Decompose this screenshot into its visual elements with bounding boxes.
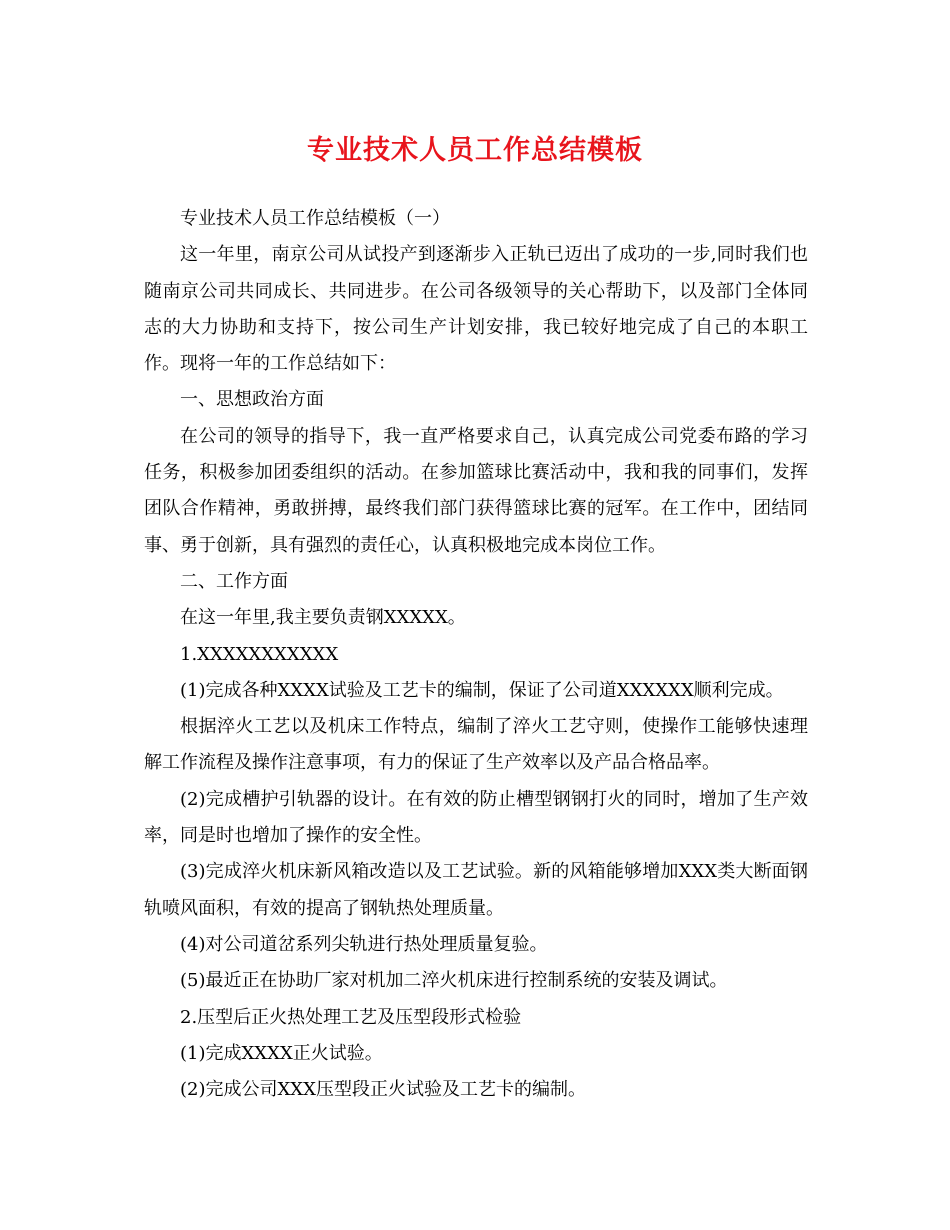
paragraph-quench-rules: 根据淬火工艺以及机床工作特点，编制了淬火工艺守则，使操作工能够快速理解工作流程及操作注意事项，有力的保证了生产效率以及产品合格品率。 [144,716,808,774]
section-heading-politics: 一、思想政治方面 [180,389,324,411]
subsection-heading-1: 1.XXXXXXXXXXX [180,643,339,665]
list-item-1-2: (2)完成槽护引轨器的设计。在有效的防止槽型钢钢打火的同时，增加了生产效率，同是时也增加了操作的安全性。 [144,788,808,847]
list-item-1-4: (4)对公司道岔系列尖轨进行热处理质量复验。 [180,933,548,955]
paragraph-intro: 这一年里，南京公司从试投产到逐渐步入正轨已迈出了成功的一步,同时我们也随南京公司共同成长、共同进步。在公司各级领导的关心帮助下，以及部门全体同志的大力协助和支持下，按公司生产计划安排，我已较好地完成了自己的本职工作。现将一年的工作总结如下： [144,244,808,375]
section-heading-work: 二、工作方面 [180,570,288,592]
list-item-2-2: (2)完成公司XXX压型段正火试验及工艺卡的编制。 [180,1079,586,1101]
paragraph-politics: 在公司的领导的指导下，我一直严格要求自己，认真完成公司党委布路的学习任务，积极参加团委组织的活动。在参加篮球比赛活动中，我和我的同事们，发挥团队合作精神，勇敢拼搏，最终我们部门获得篮球比赛的冠军。在工作中，团结同事、勇于创新，具有强烈的责任心，认真积极地完成本岗位工作。 [144,425,808,556]
document-title: 专业技术人员工作总结模板 [307,135,643,166]
subsection-heading-2: 2.压型后正火热处理工艺及压型段形式检验 [180,1006,522,1028]
list-item-1-1: (1)完成各种XXXX试验及工艺卡的编制，保证了公司道XXXXXX顺利完成。 [180,679,784,701]
paragraph-work-intro: 在这一年里,我主要负责钢XXXXX。 [180,607,466,629]
list-item-2-1: (1)完成XXXX正火试验。 [180,1042,383,1064]
paragraph-subtitle: 专业技术人员工作总结模板（一） [180,208,450,229]
list-item-1-3: (3)完成淬火机床新风箱改造以及工艺试验。新的风箱能够增加XXX类大断面钢轨喷风面积，有效的提高了钢轨热处理质量。 [144,861,808,919]
list-item-1-5: (5)最近正在协助厂家对机加二淬火机床进行控制系统的安装及调试。 [180,970,728,992]
document-body [144,201,808,1108]
